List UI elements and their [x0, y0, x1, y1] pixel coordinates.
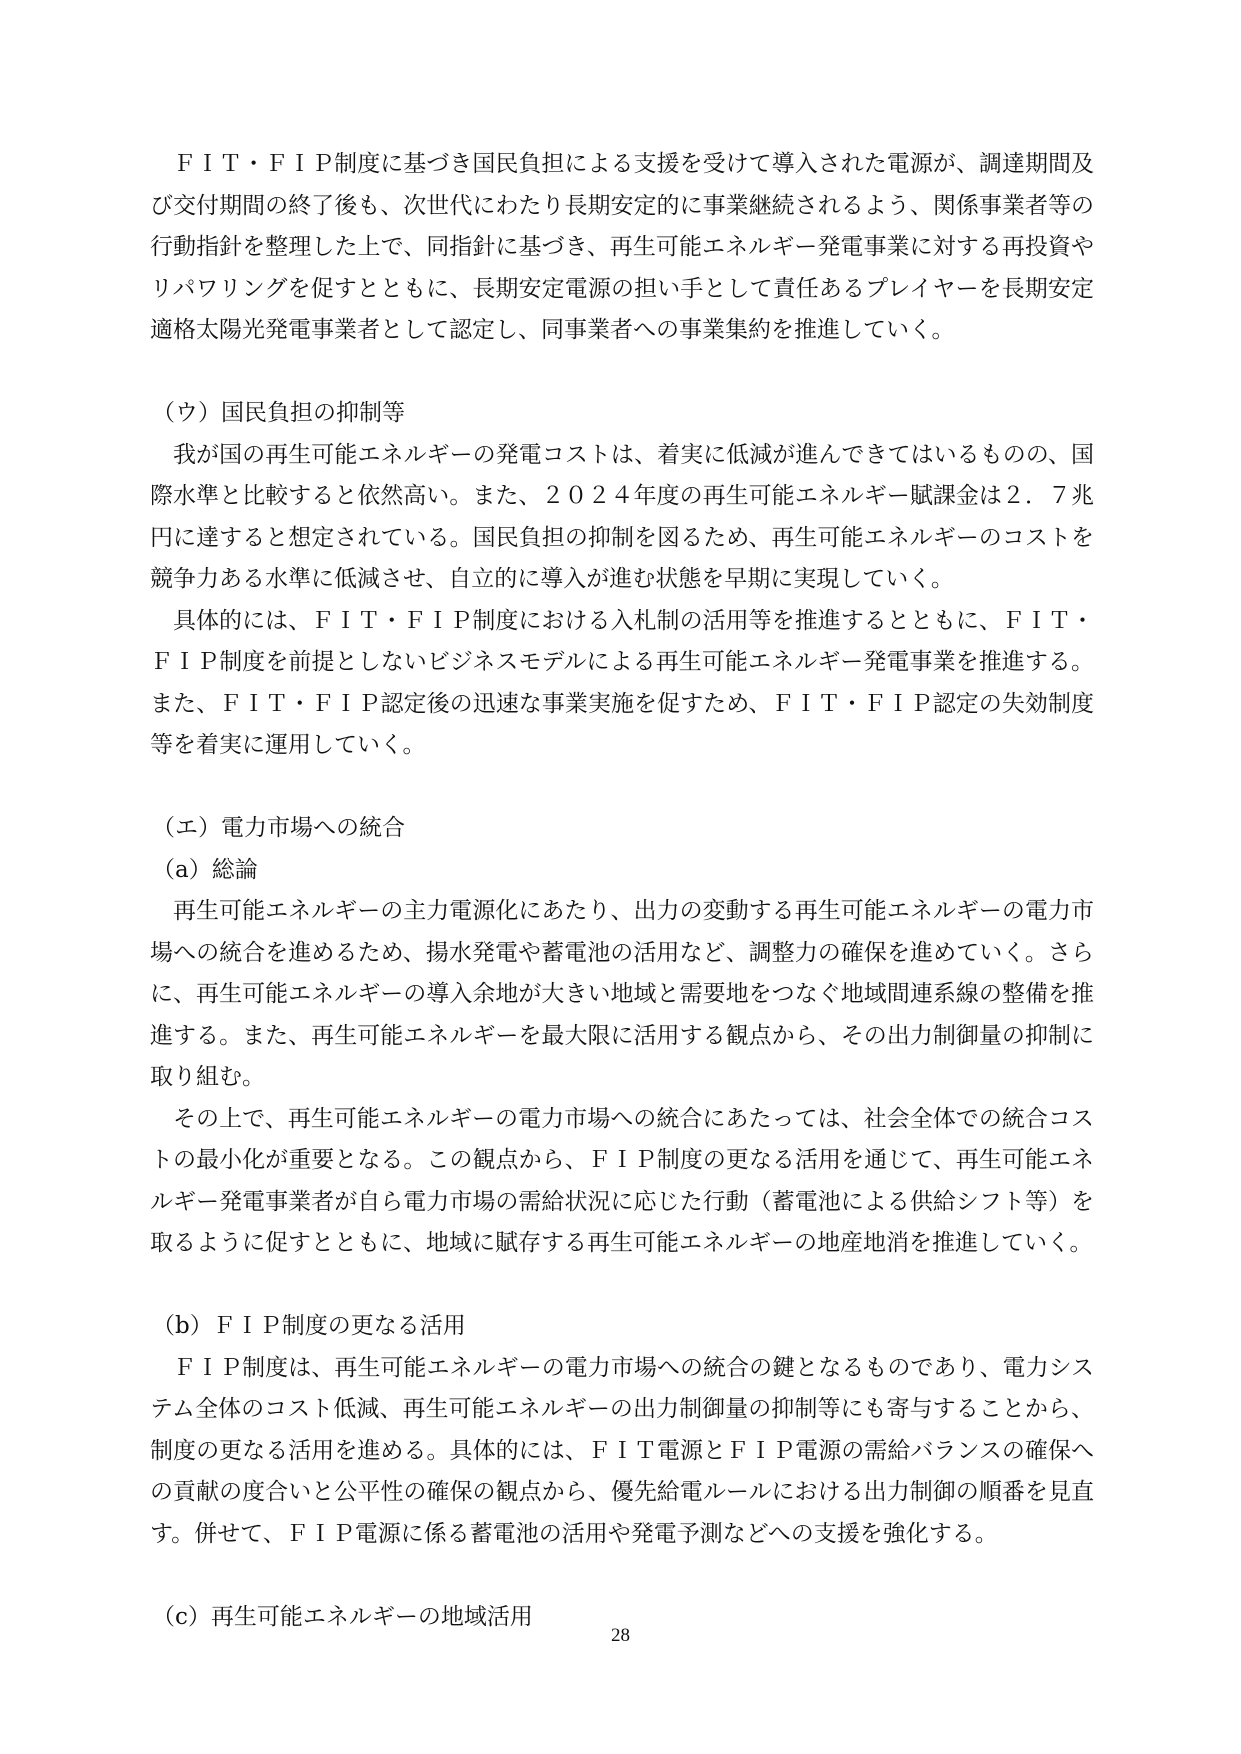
paragraph-main-power-source: 再生可能エネルギーの主力電源化にあたり、出力の変動する再生可能エネルギーの電力市場への統合を進めるため、揚水発電や蓄電池の活用など、調整力の確保を進めていく。さらに、再生可能エネルギーの導入余地が大きい地域と需要地をつなぐ地域間連系線の整備を推進する。また、再生可能エネルギーを最大限に活用する観点から、その出力制御量の抑制に取り組む。 [150, 898, 1095, 1090]
section-heading-market-integration: （エ）電力市場への統合 [152, 815, 405, 841]
spacer [150, 352, 1094, 394]
subsection-heading-fip-utilization: （b）ＦＩＰ制度の更なる活用 [152, 1313, 466, 1339]
paragraph-fip-system: ＦＩＰ制度は、再生可能エネルギーの電力市場への統合の鍵となるものであり、電力システム全体のコスト低減、再生可能エネルギーの出力制御量の抑制等にも寄与することから、制度の更なる活用を進める。具体的には、ＦＩＴ電源とＦＩＰ電源の需給バランスの確保への貢献の度合いと公平性の確保の観点から、優先給電ルールにおける出力制御の順番を見直す。併せて、ＦＩＰ電源に係る蓄電池の活用や発電予測などへの支援を強化する。 [150, 1354, 1094, 1547]
document-body [150, 144, 1094, 1638]
paragraph-auction-system: 具体的には、ＦＩＴ・ＦＩＰ制度における入札制の活用等を推進するとともに、ＦＩＴ・ＦＩＰ制度を前提としないビジネスモデルによる再生可能エネルギー発電事業を推進する。また、ＦＩＴ・ＦＩＰ認定後の迅速な事業実施を促すため、ＦＩＴ・ＦＩＰ認定の失効制度等を着実に運用していく。 [150, 607, 1094, 758]
paragraph-fit-fip-long-term: ＦＩＴ・ＦＩＰ制度に基づき国民負担による支援を受けて導入された電源が、調達期間及び交付期間の終了後も、次世代にわたり長期安定的に事業継続されるよう、関係事業者等の行動指針を整理した上で、同指針に基づき、再生可能エネルギー発電事業に対する再投資やリパワリングを促すとともに、長期安定電源の担い手として責任あるプレイヤーを長期安定適格太陽光発電事業者として認定し、同事業者への事業集約を推進していく。 [150, 151, 1094, 343]
paragraph-generation-cost: 我が国の再生可能エネルギーの発電コストは、着実に低減が進んできてはいるものの、国際水準と比較すると依然高い。また、２０２４年度の再生可能エネルギー賦課金は２．７兆円に達すると想定されている。国民負担の抑制を図るため、再生可能エネルギーのコストを競争力ある水準に低減させ、自立的に導入が進む状態を早期に実現していく。 [150, 441, 1094, 592]
spacer [150, 767, 1094, 809]
paragraph-integration-cost: その上で、再生可能エネルギーの電力市場への統合にあたっては、社会全体での統合コストの最小化が重要となる。この観点から、ＦＩＰ制度の更なる活用を通じて、再生可能エネルギー発電事業者が自ら電力市場の需給状況に応じた行動（蓄電池による供給シフト等）を取るように促すとともに、地域に賦存する再生可能エネルギーの地産地消を推進していく。 [150, 1105, 1095, 1256]
page-number: 28 [611, 1625, 630, 1646]
subsection-heading-regional-use: （c）再生可能エネルギーの地域活用 [152, 1603, 533, 1630]
section-heading-public-burden: （ウ）国民負担の抑制等 [152, 400, 405, 426]
spacer [150, 1555, 1094, 1597]
subsection-heading-overview: （a）総論 [152, 856, 258, 883]
spacer [150, 1265, 1094, 1307]
